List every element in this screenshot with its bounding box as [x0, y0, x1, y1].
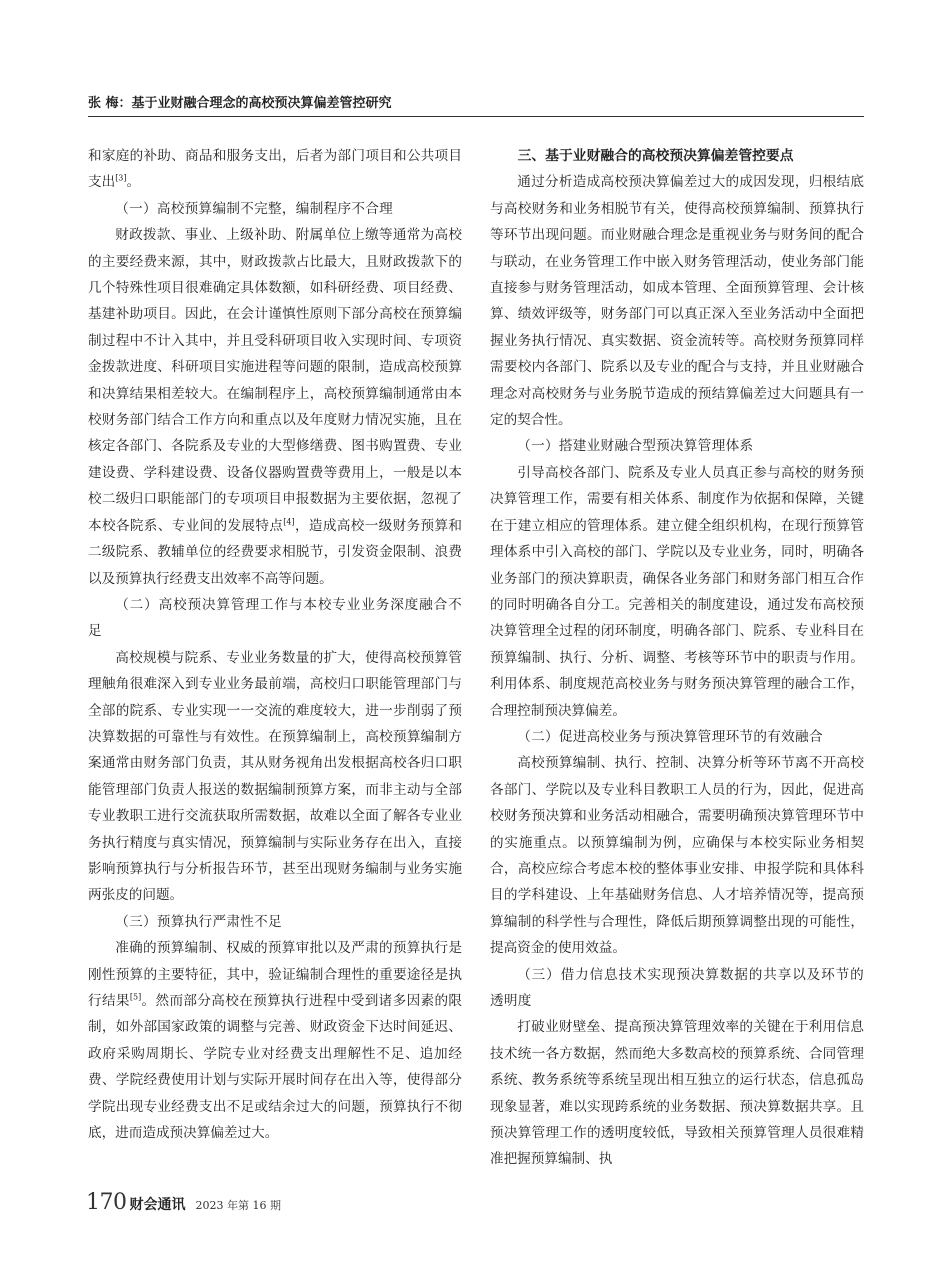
paragraph: 高校规模与院系、专业业务数量的扩大，使得高校预算管理触角很难深入到专业业务最前端，高校归口职能管理部门与全部的院系、专业实现一一交流的难度较大，进一步削弱了预决算数据的可靠性与有效性。在预算编制上，高校预算编制方案通常由财务部门负责，其从财务视角出发根据高校各归口职能管理部门负责人报送的数据编制预算方案，而非主动与全部专业教职工进行交流获取所需数据，故难以全面了解各专业业务执行精度与真实情况，预算编制与实际业务存在出入，直接影响预算执行与分析报告环节，甚至出现财务编制与业务实施两张皮的问题。	[88, 649, 462, 904]
paragraph: 引导高校各部门、院系及专业人员真正参与高校的财务预决算管理工作，需要有相关体系、制度作为依据和保障，关键在于建立相应的管理体系。建立健全组织机构，在现行预算管理体系中引入高校的部门、学院以及专业业务，同时，明确各业务部门的预决算职责，确保各业务部门和财务部门相互合作的同时明确各自分工。完善相关的制度建设，通过发布高校预决算管理全过程的闭环制度，明确各部门、院系、专业科目在预算编制、执行、分析、调整、考核等环节中的职责与作用。利用体系、制度规范高校业务与财务预决算管理的融合工作，合理控制预决算偏差。	[490, 464, 864, 719]
journal-name: 财会通讯	[129, 1197, 186, 1213]
right-column	[490, 143, 864, 1173]
header-divider	[88, 116, 864, 117]
paragraph-text: 准确的预算编制、权威的预算审批以及严肃的预算执行是刚性预算的主要特征，其中，验证编制合理性的重要途径是执行结果	[88, 940, 462, 1009]
paragraph-text: 和家庭的补助、商品和服务支出，后者为部门项目和公共项目支出	[88, 148, 462, 191]
subsection-heading: （三）预算执行严肃性不足	[115, 913, 282, 930]
paragraph: 通过分析造成高校预决算偏差过大的成因发现，归根结底与高校财务和业务相脱节有关，使得高校预算编制、预算执行等环节出现问题。而业财融合理念是重视业务与财务间的配合与联动，在业务管理工作中嵌入财务管理活动，使业务部门能直接参与财务管理活动，如成本管理、全面预算管理、会计核算、绩效评级等，财务部门可以真正深入至业务活动中全面把握业务执行情况、真实数据、资金流转等。高校财务预算同样需要校内各部门、院系以及专业的配合与支持，并且业财融合理念对高校财务与业务脱节造成的预结算偏差过大问题具有一定的契合性。	[490, 174, 864, 429]
citation: [4]	[283, 517, 295, 527]
citation: [3]	[115, 173, 127, 183]
paragraph-text: 。然而部分高校在预算执行进程中受到诸多因素的限制，如外部国家政策的调整与完善、财政资金下达时间延迟、政府采购周期长、学院专业对经费支出理解性不足、追加经费、学院经费使用计划与实际开展时间存在出入等，使得部分学院出现专业经费支出不足或结余过大的问题，预算执行不彻底，进而造成预决算偏差过大。	[88, 993, 463, 1142]
page-number: 170	[86, 1190, 127, 1215]
paragraph	[88, 935, 462, 1146]
subsection-heading: （二）高校预决算管理工作与本校专业业务深度融合不足	[88, 596, 462, 640]
section-heading: 三、基于业财融合的高校预决算偏差管控要点	[517, 148, 794, 164]
issue-info: 2023 年第 16 期	[195, 1199, 281, 1212]
paragraph: 打破业财壁垒、提高预决算管理效率的关键在于利用信息技术统一各方数据，然而绝大多数高校的预算系统、合同管理系统、教务系统等系统呈现出相互独立的运行状态，信息孤岛现象显著，难以实现跨系统的业务数据、预决算数据共享。且预决算管理工作的透明度较低，导致相关预算管理人员很难精准把握预算编制、执	[490, 1019, 864, 1168]
page-footer	[86, 1190, 281, 1220]
subsection-heading: （三）借力信息技术实现预决算数据的共享以及环节的透明度	[490, 966, 864, 1009]
running-header: 张 梅：基于业财融合理念的高校预决算偏差管控研究	[88, 96, 392, 111]
paragraph	[88, 222, 462, 592]
subsection-heading: （一）高校预算编制不完整，编制程序不合理	[115, 200, 394, 217]
paragraph-text: 财政拨款、事业、上级补助、附属单位上缴等通常为高校的主要经费来源，其中，财政拨款占比最大，且财政拨款下的几个特殊性项目很难确定具体数额，如科研经费、项目经费、基建补助项目。因此，在会计谨慎性原则下部分高校在预算编制过程中不计入其中，并且受科研项目收入实现时间、专项资金拨款进度、科研项目实施进程等问题的限制，造成高校预算和决算结果相差较大。在编制程序上，高校预算编制通常由本校财务部门结合工作方向和重点以及年度财力情况实施，且在核定各部门、各院系及专业的大型修缮费、图书购置费、专业建设费、学科建设费、设备仪器购置费等费用上，一般是以本校二级归口职能部门的专项项目申报数据为主要依据，忽视了本校各院系、专业间的发展特点	[88, 227, 462, 534]
paragraph	[88, 143, 462, 196]
paragraph-text: 。	[126, 174, 141, 191]
subsection-heading: （一）搭建业财融合型预决算管理体系	[517, 438, 754, 455]
paragraph: 高校预算编制、执行、控制、决算分析等环节离不开高校各部门、学院以及专业科目教职工人员的行为，因此，促进高校财务预决算和业务活动相融合，需要明确预决算管理环节中的实施重点。以预算编制为例，应确保与本校实际业务相契合，高校应综合考虑本校的整体事业安排、申报学院和具体科目的学科建设、上年基础财务信息、人才培养情况等，提高预算编制的科学性与合理性，降低后期预算调整出现的可能性，提高资金的使用效益。	[490, 755, 864, 957]
left-column	[88, 143, 462, 1146]
paragraph-text: ，造成高校一级财务预算和二级院系、教辅单位的经费要求相脱节，引发资金限制、浪费以及预算执行经费支出效率不高等问题。	[88, 517, 463, 587]
citation: [5]	[129, 992, 142, 1002]
subsection-heading: （二）促进高校业务与预决算管理环节的有效融合	[517, 728, 823, 745]
